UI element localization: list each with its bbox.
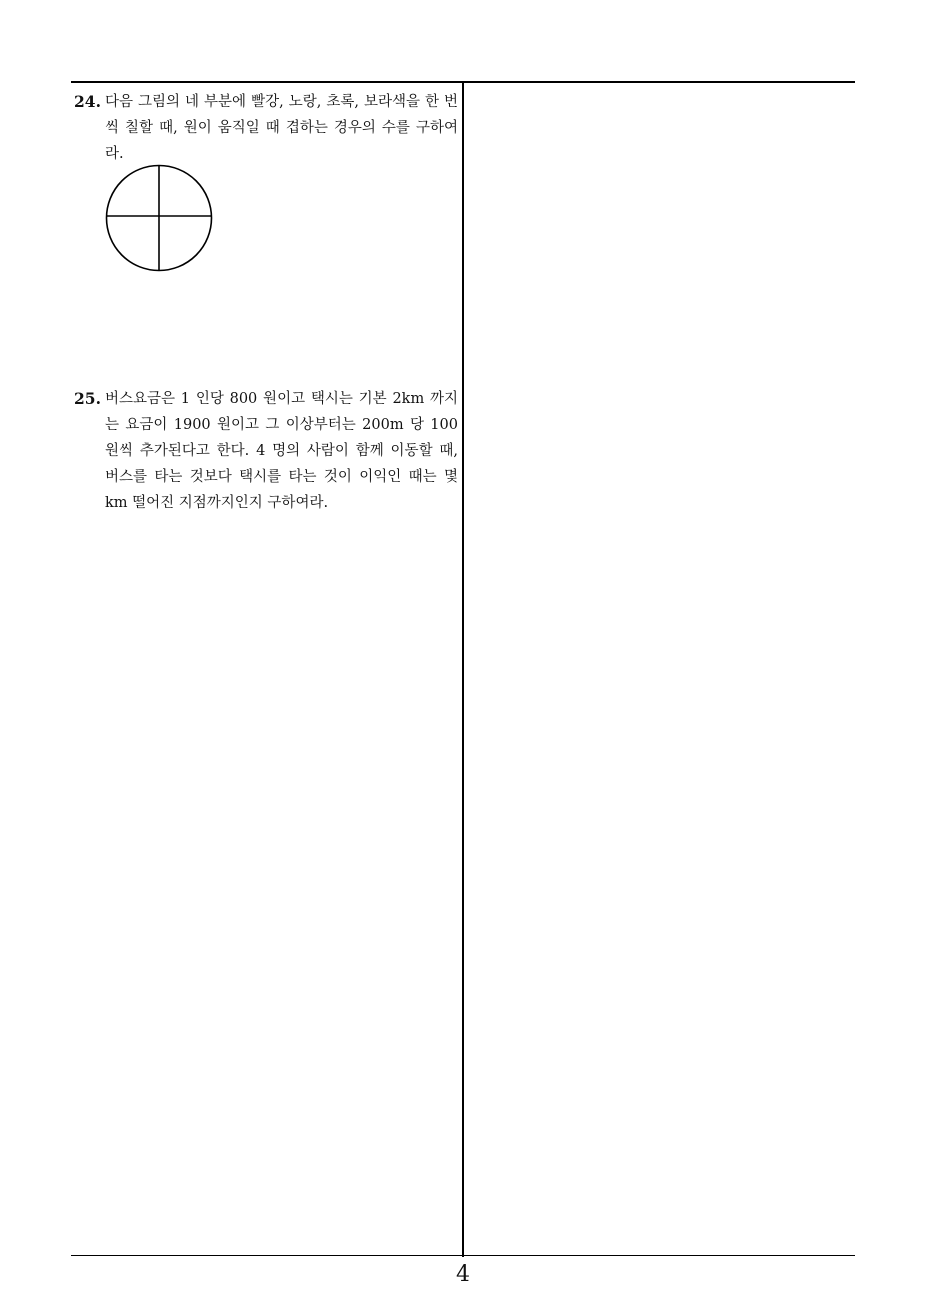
circle-quadrants-figure: [104, 163, 214, 273]
problem-24: [74, 89, 458, 167]
footer-rule: [71, 1255, 855, 1256]
problem-text: 다음 그림의 네 부분에 빨강, 노랑, 초록, 보라색을 한 번씩 칠할 때, 원이 움직일 때 겹하는 경우의 수를 구하여라.: [105, 94, 458, 162]
column-divider: [462, 82, 464, 1257]
problem-25: [74, 386, 458, 516]
problem-text: 버스요금은 1 인당 800 원이고 택시는 기본 2km 까지는 요금이 1900 원이고 그 이상부터는 200m 당 100 원씩 추가된다고 한다. 4 명의 사람이 함께 이동할 때, 버스를 타는 것보다 택시를 타는 것이 이익인 때는 몇 km 떨어진 지점까지인지 구하여라.: [105, 391, 458, 511]
page-number: 4: [456, 1262, 470, 1287]
problem-number: 25.: [74, 389, 101, 408]
problem-number: 24.: [74, 92, 101, 111]
